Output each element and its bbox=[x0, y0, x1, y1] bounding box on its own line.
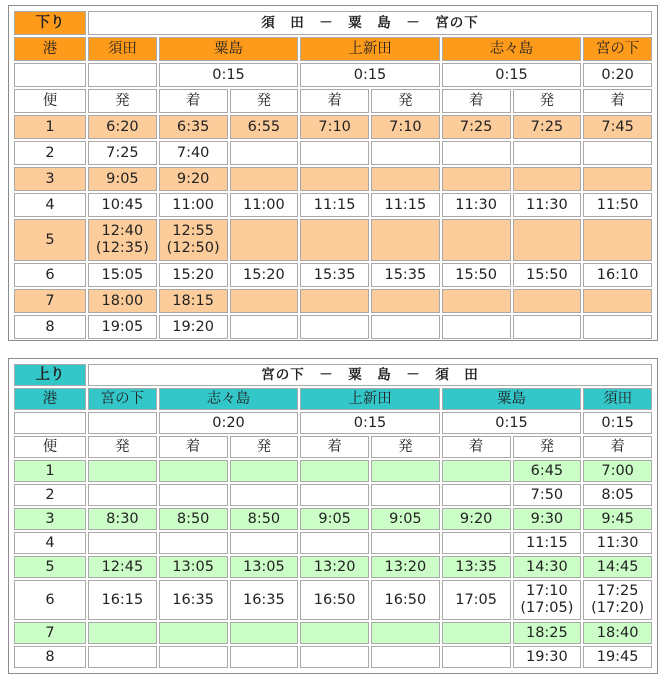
time-cell bbox=[583, 580, 652, 620]
time-cell bbox=[513, 484, 582, 506]
time-value: 10:45 bbox=[101, 196, 144, 213]
time-cell bbox=[371, 219, 440, 261]
time-cell bbox=[513, 141, 582, 165]
time-cell bbox=[513, 193, 582, 217]
time-cell bbox=[513, 580, 582, 620]
time-value: 16:50 bbox=[384, 591, 427, 608]
time-cell bbox=[371, 580, 440, 620]
time-value: 7:25 bbox=[106, 144, 139, 161]
time-cell bbox=[371, 484, 440, 506]
time-cell bbox=[300, 115, 369, 139]
time-cell bbox=[442, 167, 511, 191]
time-cell bbox=[159, 289, 228, 313]
port-name: 志々島 bbox=[442, 37, 582, 61]
trip-row bbox=[14, 315, 652, 339]
port-name: 須田 bbox=[88, 37, 157, 61]
time-value: 6:20 bbox=[106, 118, 139, 135]
time-cell bbox=[442, 141, 511, 165]
direction-cell: 発 bbox=[513, 89, 582, 113]
duration: 0:20 bbox=[583, 63, 652, 87]
direction-tag: 下り bbox=[14, 11, 86, 35]
time-value: 13:35 bbox=[455, 558, 498, 575]
time-value: 19:45 bbox=[596, 648, 639, 665]
alt-time-value: (12:35) bbox=[95, 240, 149, 256]
trip-number: 3 bbox=[14, 167, 86, 191]
time-cell bbox=[300, 646, 369, 668]
time-cell bbox=[371, 508, 440, 530]
time-cell bbox=[300, 263, 369, 287]
time-cell bbox=[230, 646, 299, 668]
alt-time-value: (12:50) bbox=[166, 240, 220, 256]
time-cell bbox=[159, 622, 228, 644]
time-cell bbox=[300, 508, 369, 530]
time-cell bbox=[300, 289, 369, 313]
time-cell bbox=[442, 315, 511, 339]
time-cell bbox=[513, 646, 582, 668]
time-cell bbox=[159, 580, 228, 620]
time-value: 15:35 bbox=[384, 266, 427, 283]
port-label: 港 bbox=[14, 388, 86, 410]
time-cell bbox=[300, 167, 369, 191]
time-cell bbox=[159, 484, 228, 506]
time-value: 11:30 bbox=[596, 534, 639, 551]
time-cell bbox=[513, 556, 582, 578]
duration: 0:15 bbox=[159, 63, 299, 87]
time-cell bbox=[371, 460, 440, 482]
time-value: 7:10 bbox=[389, 118, 422, 135]
time-cell bbox=[583, 289, 652, 313]
time-value: 12:45 bbox=[101, 558, 144, 575]
time-cell bbox=[583, 556, 652, 578]
time-cell bbox=[300, 460, 369, 482]
time-cell bbox=[230, 289, 299, 313]
time-value: 7:10 bbox=[318, 118, 351, 135]
time-cell bbox=[88, 167, 157, 191]
time-value: 16:35 bbox=[172, 591, 215, 608]
time-value: 18:00 bbox=[101, 292, 144, 309]
time-cell bbox=[371, 646, 440, 668]
down-timetable bbox=[8, 5, 658, 341]
time-value: 13:05 bbox=[172, 558, 215, 575]
time-cell bbox=[230, 219, 299, 261]
time-cell bbox=[371, 622, 440, 644]
time-value: 17:05 bbox=[455, 591, 498, 608]
time-cell bbox=[371, 556, 440, 578]
time-cell bbox=[513, 263, 582, 287]
time-cell bbox=[442, 532, 511, 554]
time-cell bbox=[300, 580, 369, 620]
time-cell bbox=[88, 263, 157, 287]
time-cell bbox=[159, 532, 228, 554]
time-cell bbox=[159, 556, 228, 578]
route-title: 宮の下 － 粟 島 － 須 田 bbox=[88, 364, 652, 386]
trip-row bbox=[14, 646, 652, 668]
time-value: 9:05 bbox=[318, 510, 351, 527]
time-value: 8:50 bbox=[247, 510, 281, 527]
time-cell bbox=[88, 141, 157, 165]
time-cell bbox=[583, 460, 652, 482]
time-value: 17:10 bbox=[525, 583, 568, 599]
time-value: 8:50 bbox=[176, 510, 210, 527]
time-value: 9:05 bbox=[389, 510, 422, 527]
time-cell bbox=[442, 193, 511, 217]
time-cell bbox=[371, 167, 440, 191]
time-cell bbox=[88, 580, 157, 620]
time-cell bbox=[442, 289, 511, 313]
time-cell bbox=[442, 580, 511, 620]
time-value: 11:50 bbox=[596, 196, 639, 213]
time-value: 9:20 bbox=[459, 510, 493, 527]
time-value: 6:45 bbox=[530, 462, 564, 479]
time-cell bbox=[371, 532, 440, 554]
time-cell bbox=[583, 532, 652, 554]
bin-label: 便 bbox=[14, 436, 86, 458]
time-cell bbox=[159, 646, 228, 668]
trip-row bbox=[14, 484, 652, 506]
direction-cell: 着 bbox=[300, 436, 369, 458]
time-value: 11:15 bbox=[313, 196, 356, 213]
time-value: 11:30 bbox=[455, 196, 498, 213]
time-cell bbox=[442, 115, 511, 139]
time-cell bbox=[583, 193, 652, 217]
time-value: 9:05 bbox=[106, 170, 139, 187]
time-cell bbox=[371, 263, 440, 287]
trip-row bbox=[14, 263, 652, 287]
time-value: 9:45 bbox=[601, 510, 634, 527]
time-value: 15:50 bbox=[525, 266, 568, 283]
blank-cell bbox=[14, 412, 86, 434]
direction-cell: 着 bbox=[159, 436, 228, 458]
time-value: 11:00 bbox=[242, 196, 285, 213]
time-value: 9:20 bbox=[176, 170, 210, 187]
time-cell bbox=[88, 193, 157, 217]
duration: 0:15 bbox=[300, 63, 440, 87]
trip-row bbox=[14, 580, 652, 620]
time-value: 18:25 bbox=[525, 624, 568, 641]
time-cell bbox=[442, 460, 511, 482]
port-name: 宮の下 bbox=[583, 37, 652, 61]
time-cell bbox=[230, 193, 299, 217]
time-cell bbox=[159, 193, 228, 217]
time-cell bbox=[583, 141, 652, 165]
direction-cell: 発 bbox=[230, 436, 299, 458]
time-cell bbox=[513, 532, 582, 554]
trip-number: 7 bbox=[14, 289, 86, 313]
trip-row bbox=[14, 193, 652, 217]
up-timetable bbox=[8, 358, 658, 674]
time-cell bbox=[583, 167, 652, 191]
time-value: 7:45 bbox=[601, 118, 634, 135]
time-cell bbox=[371, 315, 440, 339]
time-cell bbox=[88, 460, 157, 482]
direction-cell: 発 bbox=[371, 436, 440, 458]
time-value: 7:00 bbox=[601, 462, 634, 479]
time-value: 15:50 bbox=[455, 266, 498, 283]
time-cell bbox=[583, 115, 652, 139]
port-name: 上新田 bbox=[300, 388, 440, 410]
duration: 0:15 bbox=[442, 63, 582, 87]
time-cell bbox=[88, 532, 157, 554]
duration: 0:15 bbox=[442, 412, 582, 434]
time-value: 18:40 bbox=[596, 624, 639, 641]
trip-number: 3 bbox=[14, 508, 86, 530]
time-value: 11:00 bbox=[172, 196, 215, 213]
time-value: 19:30 bbox=[525, 648, 568, 665]
time-value: 13:20 bbox=[313, 558, 356, 575]
port-name: 粟島 bbox=[159, 37, 299, 61]
time-value: 13:05 bbox=[242, 558, 285, 575]
time-value: 16:15 bbox=[101, 591, 144, 608]
time-value: 12:40 bbox=[101, 223, 144, 239]
direction-cell: 発 bbox=[371, 89, 440, 113]
blank-cell bbox=[14, 63, 86, 87]
time-cell bbox=[442, 484, 511, 506]
trip-number: 5 bbox=[14, 556, 86, 578]
time-cell bbox=[513, 115, 582, 139]
time-cell bbox=[88, 646, 157, 668]
trip-number: 1 bbox=[14, 115, 86, 139]
time-value: 15:05 bbox=[101, 266, 144, 283]
time-cell bbox=[583, 263, 652, 287]
trip-row bbox=[14, 532, 652, 554]
trip-row bbox=[14, 460, 652, 482]
time-cell bbox=[88, 484, 157, 506]
trip-number: 6 bbox=[14, 580, 86, 620]
time-cell bbox=[513, 167, 582, 191]
time-value: 13:20 bbox=[384, 558, 427, 575]
time-cell bbox=[583, 646, 652, 668]
time-value: 9:30 bbox=[530, 510, 564, 527]
time-cell bbox=[230, 167, 299, 191]
time-cell bbox=[159, 219, 228, 261]
trip-row bbox=[14, 115, 652, 139]
port-name: 志々島 bbox=[159, 388, 299, 410]
time-cell bbox=[300, 141, 369, 165]
alt-time-value: (17:20) bbox=[591, 600, 645, 616]
time-cell bbox=[230, 484, 299, 506]
time-value: 12:55 bbox=[172, 223, 215, 239]
time-cell bbox=[230, 508, 299, 530]
time-cell bbox=[442, 622, 511, 644]
time-value: 19:20 bbox=[172, 318, 215, 335]
bin-label: 便 bbox=[14, 89, 86, 113]
time-cell bbox=[88, 622, 157, 644]
down-table bbox=[12, 9, 654, 341]
time-cell bbox=[583, 315, 652, 339]
time-cell bbox=[159, 263, 228, 287]
duration: 0:15 bbox=[583, 412, 652, 434]
trip-number: 4 bbox=[14, 193, 86, 217]
time-value: 7:40 bbox=[176, 144, 210, 161]
time-cell bbox=[513, 460, 582, 482]
time-cell bbox=[300, 484, 369, 506]
trip-number: 2 bbox=[14, 484, 86, 506]
time-cell bbox=[442, 263, 511, 287]
time-cell bbox=[88, 556, 157, 578]
time-cell bbox=[583, 219, 652, 261]
port-name: 粟島 bbox=[442, 388, 582, 410]
time-cell bbox=[513, 622, 582, 644]
time-cell bbox=[88, 508, 157, 530]
trip-row bbox=[14, 219, 652, 261]
time-value: 8:30 bbox=[106, 510, 139, 527]
port-label: 港 bbox=[14, 37, 86, 61]
direction-cell: 着 bbox=[442, 89, 511, 113]
time-cell bbox=[230, 532, 299, 554]
up-table bbox=[12, 362, 654, 670]
time-cell bbox=[88, 315, 157, 339]
time-cell bbox=[159, 115, 228, 139]
time-value: 6:35 bbox=[176, 118, 210, 135]
time-value: 17:25 bbox=[596, 583, 639, 599]
direction-cell: 発 bbox=[230, 89, 299, 113]
time-value: 15:20 bbox=[242, 266, 285, 283]
time-cell bbox=[442, 219, 511, 261]
time-cell bbox=[300, 193, 369, 217]
time-cell bbox=[300, 622, 369, 644]
route-title: 須 田 － 粟 島 － 宮の下 bbox=[88, 11, 652, 35]
time-cell bbox=[583, 484, 652, 506]
time-cell bbox=[88, 115, 157, 139]
alt-time-value: (17:05) bbox=[520, 600, 574, 616]
time-cell bbox=[583, 622, 652, 644]
time-cell bbox=[230, 315, 299, 339]
time-cell bbox=[159, 315, 228, 339]
time-cell bbox=[371, 115, 440, 139]
time-cell bbox=[371, 193, 440, 217]
time-cell bbox=[513, 219, 582, 261]
time-value: 11:15 bbox=[525, 534, 568, 551]
duration bbox=[88, 412, 157, 434]
time-value: 18:15 bbox=[172, 292, 215, 309]
direction-cell: 着 bbox=[583, 436, 652, 458]
time-cell bbox=[442, 508, 511, 530]
time-cell bbox=[230, 622, 299, 644]
time-cell bbox=[442, 646, 511, 668]
trip-number: 4 bbox=[14, 532, 86, 554]
trip-number: 1 bbox=[14, 460, 86, 482]
time-value: 15:35 bbox=[313, 266, 356, 283]
time-cell bbox=[88, 219, 157, 261]
trip-number: 2 bbox=[14, 141, 86, 165]
direction-cell: 着 bbox=[300, 89, 369, 113]
direction-cell: 発 bbox=[88, 436, 157, 458]
time-cell bbox=[371, 289, 440, 313]
direction-cell: 着 bbox=[583, 89, 652, 113]
time-value: 8:05 bbox=[601, 486, 634, 503]
trip-row bbox=[14, 556, 652, 578]
direction-cell: 着 bbox=[159, 89, 228, 113]
duration: 0:20 bbox=[159, 412, 299, 434]
time-value: 11:30 bbox=[525, 196, 568, 213]
time-cell bbox=[300, 315, 369, 339]
trip-number: 6 bbox=[14, 263, 86, 287]
time-cell bbox=[230, 556, 299, 578]
trip-row bbox=[14, 167, 652, 191]
trip-row bbox=[14, 622, 652, 644]
time-cell bbox=[442, 556, 511, 578]
time-cell bbox=[230, 580, 299, 620]
duration: 0:15 bbox=[300, 412, 440, 434]
direction-cell: 発 bbox=[88, 89, 157, 113]
trip-row bbox=[14, 508, 652, 530]
port-name: 須田 bbox=[583, 388, 652, 410]
time-cell bbox=[230, 263, 299, 287]
time-cell bbox=[300, 532, 369, 554]
time-value: 14:30 bbox=[525, 558, 568, 575]
time-value: 6:55 bbox=[247, 118, 281, 135]
time-value: 16:50 bbox=[313, 591, 356, 608]
time-value: 15:20 bbox=[172, 266, 215, 283]
port-name: 上新田 bbox=[300, 37, 440, 61]
time-cell bbox=[230, 115, 299, 139]
time-value: 7:25 bbox=[459, 118, 493, 135]
direction-cell: 着 bbox=[442, 436, 511, 458]
time-cell bbox=[230, 141, 299, 165]
time-cell bbox=[159, 460, 228, 482]
trip-number: 8 bbox=[14, 646, 86, 668]
time-value: 11:15 bbox=[384, 196, 427, 213]
time-cell bbox=[513, 315, 582, 339]
trip-row bbox=[14, 289, 652, 313]
time-cell bbox=[159, 141, 228, 165]
time-cell bbox=[159, 508, 228, 530]
time-cell bbox=[513, 508, 582, 530]
time-value: 16:35 bbox=[242, 591, 285, 608]
time-cell bbox=[300, 556, 369, 578]
direction-tag: 上り bbox=[14, 364, 86, 386]
time-value: 7:25 bbox=[530, 118, 564, 135]
trip-number: 5 bbox=[14, 219, 86, 261]
trip-number: 8 bbox=[14, 315, 86, 339]
time-cell bbox=[371, 141, 440, 165]
time-cell bbox=[230, 460, 299, 482]
time-value: 19:05 bbox=[101, 318, 144, 335]
time-cell bbox=[88, 289, 157, 313]
port-name: 宮の下 bbox=[88, 388, 157, 410]
time-cell bbox=[300, 219, 369, 261]
trip-number: 7 bbox=[14, 622, 86, 644]
time-value: 14:45 bbox=[596, 558, 639, 575]
time-value: 16:10 bbox=[596, 266, 639, 283]
time-cell bbox=[583, 508, 652, 530]
direction-cell: 発 bbox=[513, 436, 582, 458]
time-cell bbox=[513, 289, 582, 313]
time-value: 7:50 bbox=[530, 486, 564, 503]
time-cell bbox=[159, 167, 228, 191]
duration bbox=[88, 63, 157, 87]
trip-row bbox=[14, 141, 652, 165]
